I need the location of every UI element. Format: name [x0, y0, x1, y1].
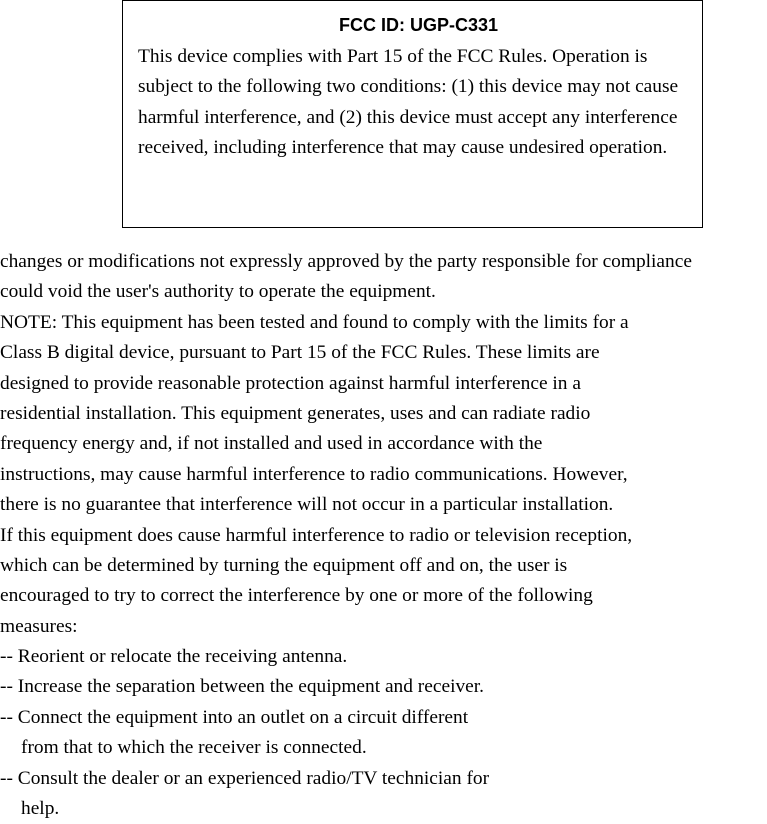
- fcc-compliance-statement: This device complies with Part 15 of the FCC Rules. Operation is subject to the following two conditions: (1) this device may not cause harmful interference, and (2) this device must accept any interference received, including interference that may cause undesired operation.: [138, 46, 679, 159]
- measure-item: -- Consult the dealer or an experienced radio/TV technician for: [0, 767, 490, 789]
- note-line: NOTE: This equipment has been tested and found to comply with the limits for a: [0, 311, 629, 333]
- text-line: which can be determined by turning the equipment off and on, the user is: [0, 554, 568, 576]
- text-line: Class B digital device, pursuant to Part 15 of the FCC Rules. These limits are: [0, 342, 600, 364]
- measure-item-continuation: help.: [21, 798, 60, 820]
- text-line: frequency energy and, if not installed and used in accordance with the: [0, 433, 543, 455]
- text-line: If this equipment does cause harmful interference to radio or television reception,: [0, 524, 633, 546]
- measure-item-continuation: from that to which the receiver is connected.: [21, 737, 367, 759]
- measure-item: -- Reorient or relocate the receiving antenna.: [0, 646, 348, 668]
- measure-item: -- Increase the separation between the equipment and receiver.: [0, 676, 484, 698]
- text-line: residential installation. This equipment generates, uses and can radiate radio: [0, 402, 591, 424]
- text-line: measures:: [0, 615, 78, 637]
- text-line: designed to provide reasonable protection against harmful interference in a: [0, 372, 581, 394]
- fcc-notice-box: [122, 0, 703, 228]
- text-line: changes or modifications not expressly approved by the party responsible for compliance: [0, 251, 692, 272]
- text-line: could void the user's authority to operate the equipment.: [0, 281, 436, 303]
- measure-item: -- Connect the equipment into an outlet on a circuit different: [0, 706, 469, 728]
- text-line: there is no guarantee that interference will not occur in a particular installation.: [0, 494, 614, 516]
- text-line: encouraged to try to correct the interference by one or more of the following: [0, 585, 593, 607]
- fcc-body-text: [0, 247, 767, 824]
- text-line: instructions, may cause harmful interference to radio communications. However,: [0, 463, 628, 485]
- fcc-id-title: FCC ID: UGP-C331: [338, 15, 499, 35]
